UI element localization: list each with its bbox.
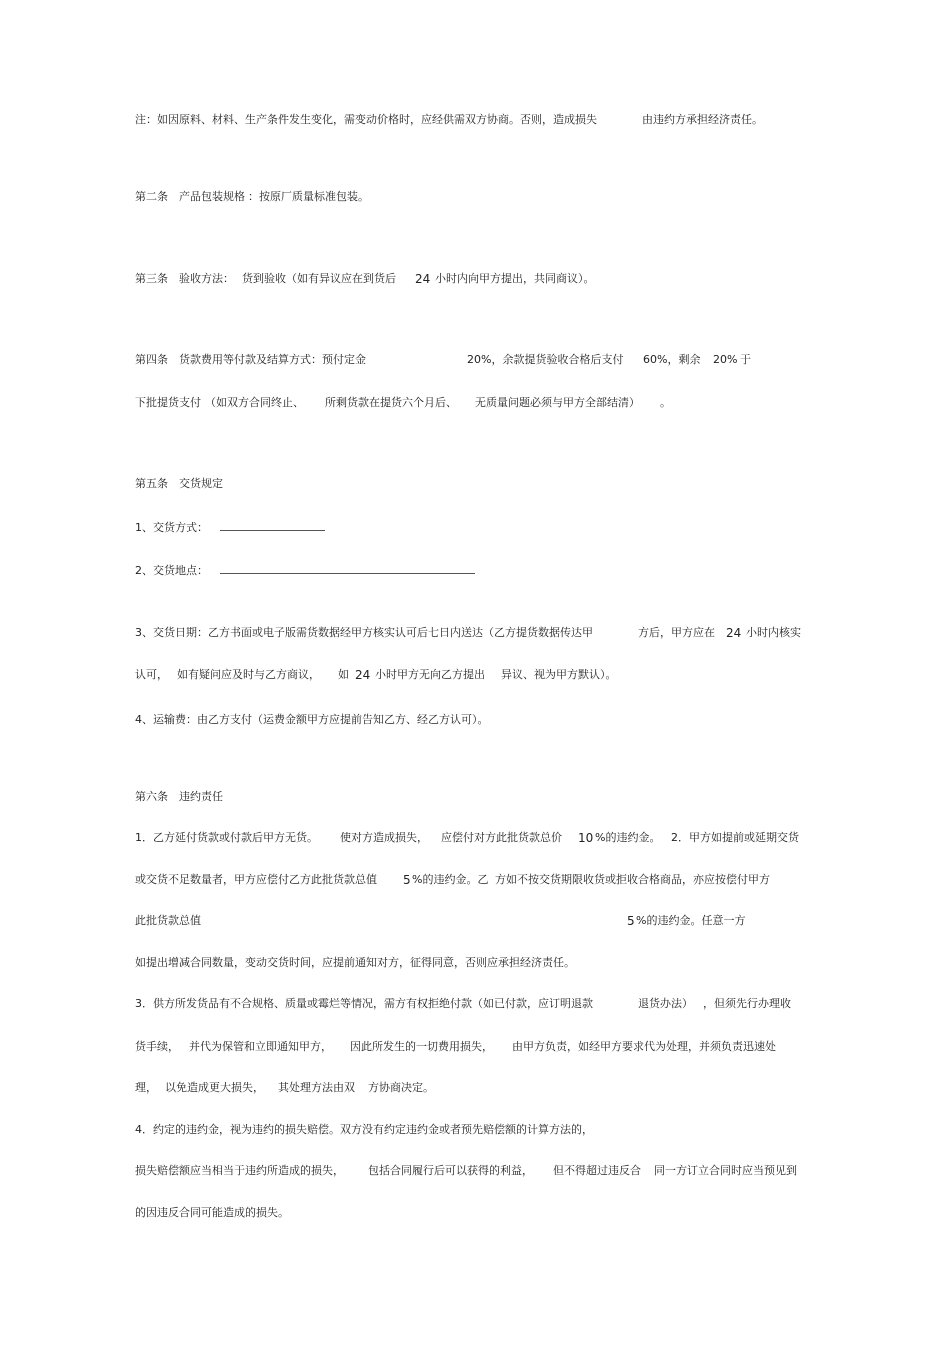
quality-clause-line-3: 理， 以免造成更大损失， 其处理方法由双 方协商决定。 — [135, 1081, 434, 1094]
damages-clause-line-3: 的因违反合同可能造成的损失。 — [135, 1206, 289, 1219]
breach-clause-line-3: 此批货款总值 5 %的违约金。任意一方 — [135, 914, 746, 928]
delivery-date-line-2: 认可， 如有疑问应及时与乙方商议， 如 24 小时甲方无向乙方提出 异议、视为甲方默认）。 — [135, 668, 617, 682]
breach-clause-line-4: 如提出增减合同数量，变动交货时间，应提前通知对方，征得同意，否则应承担经济责任。 — [135, 956, 575, 969]
breach-clause-line-1: 1．乙方延付货款或付款后甲方无货。 使对方造成损失， 应偿付对方此批货款总价 10 %的违约金。 2．甲方如提前或延期交货 — [135, 831, 799, 845]
damages-clause-line-2: 损失赔偿额应当相当于违约所造成的损失， 包括合同履行后可以获得的利益， 但不得超过违反合 同一方订立合同时应当预见到 — [135, 1164, 797, 1177]
article-4-line-2: 下批提货支付 （如双方合同终止、 所剩货款在提货六个月后、 无质量问题必须与甲方全部结清） 。 — [135, 396, 671, 409]
delivery-method-line: 1、交货方式： — [135, 521, 149, 577]
freight-line: 4、运输费：由乙方支付（运费金额甲方应提前告知乙方、经乙方认可）。 — [135, 713, 489, 726]
note-line: 注：如因原料、材料、生产条件发生变化，需变动价格时，应经供需双方协商。否则，造成损失 由违约方承担经济责任。 — [135, 113, 763, 126]
quality-clause-line-2: 货手续， 并代为保管和立即通知甲方， 因此所发生的一切费用损失， 由甲方负责，如经甲方要求代为处理，并须负责迅速处 — [135, 1040, 776, 1053]
article-3-line: 第三条 验收方法： 货到验收（如有异议应在到货后 24 小时内向甲方提出，共同商议）。 — [135, 272, 595, 286]
article-5-heading: 第五条 交货规定 — [135, 477, 223, 490]
article-2-line: 第二条 产品包装规格 ：按原厂质量标准包装。 — [135, 190, 369, 203]
article-6-heading: 第六条 违约责任 — [135, 790, 223, 803]
delivery-location-blank — [220, 564, 475, 574]
delivery-date-line-1: 3、交货日期：乙方书面或电子版需货数据经甲方核实认可后七日内送达（乙方提货数据传达甲 方后，甲方应在 24 小时内核实 — [135, 626, 801, 640]
breach-clause-line-2: 或交货不足数量者，甲方应偿付乙方此批货款总值 5 %的违约金。乙 方如不按交货期限收货或拒收合格商品，亦应按偿付甲方 — [135, 873, 770, 887]
article-4-line-1: 第四条 货款费用等付款及结算方式：预付定金 20%，余款提货验收合格后支付 60%，剩余 20% 于 — [135, 353, 751, 366]
quality-clause-line-1: 3．供方所发货品有不合规格、质量或霉烂等情况，需方有权拒绝付款（如已付款，应订明退款 退货办法） ，但须先行办理收 — [135, 997, 791, 1010]
delivery-method-blank — [220, 521, 325, 531]
damages-clause-line-1: 4．约定的违约金，视为违约的损失赔偿。双方没有约定违约金或者预先赔偿额的计算方法的， — [135, 1123, 593, 1136]
delivery-location-line: 2、交货地点： — [135, 564, 149, 620]
